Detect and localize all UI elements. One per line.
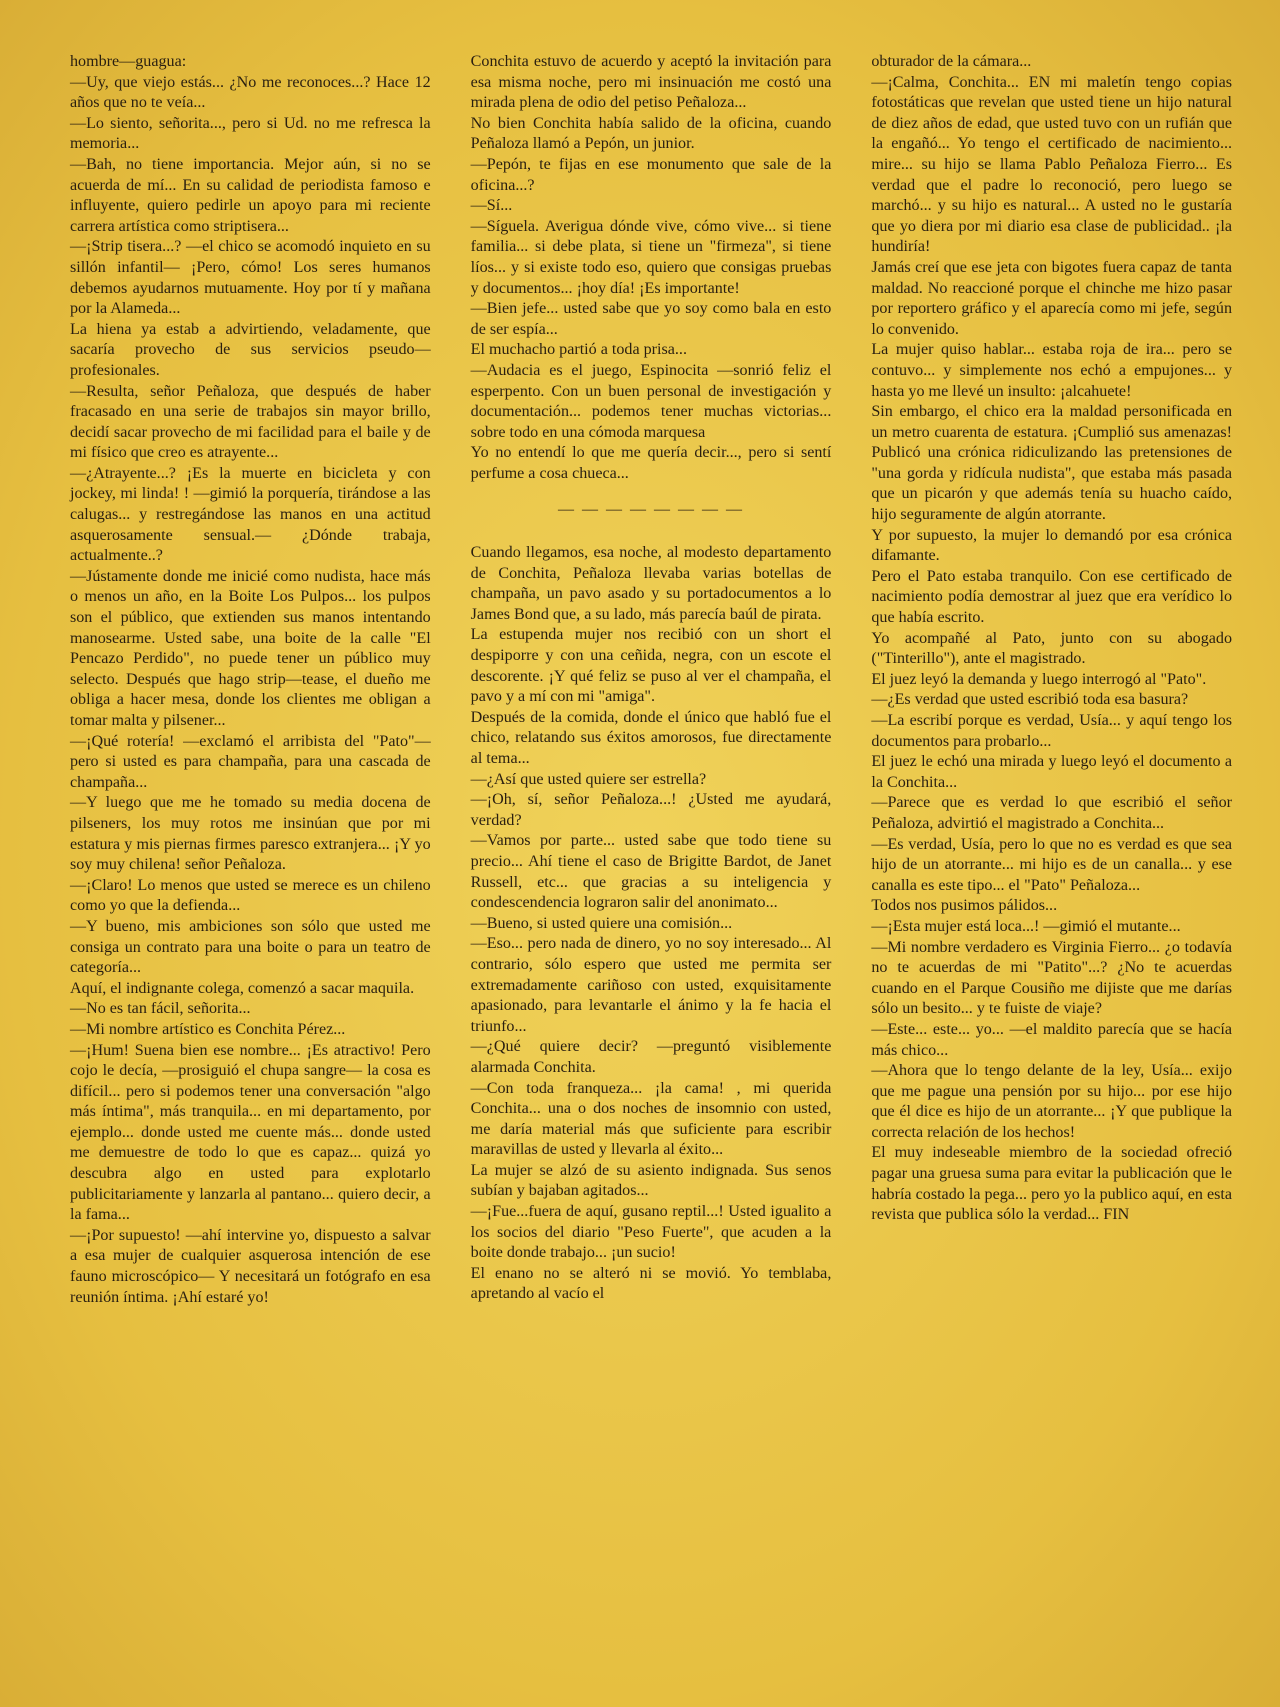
paragraph: El muy indeseable miembro de la sociedad ofreció pagar una gruesa suma para evitar la publicación que le habría costado la pega... pero yo la publico aquí, en esta revista que publica sólo la verdad... FIN bbox=[871, 1144, 1233, 1224]
section-divider: — — — — — — — — bbox=[558, 501, 744, 519]
paragraph: —Bueno, si usted quiere una comisión... bbox=[470, 914, 733, 932]
paragraph: obturador de la cámara... bbox=[871, 53, 1032, 70]
paragraph: —Síguela. Averigua dónde vive, cómo vive... si tiene familia... si debe plata, si tiene un "firmeza", si tiene líos... y si existe todo eso, quiero que consigas pruebas y documentos... ¡hoy día! ¡Es importante! bbox=[470, 217, 832, 297]
paragraph: —Vamos por parte... usted sabe que todo tiene su precio... Ahí tiene el caso de Brigitte Bardot, de Janet Russell, etc... que gracias a su inteligencia y condescendencia lograron salir del anonimato... bbox=[470, 832, 832, 912]
paragraph: —Y luego que me he tomado su media docena de pilseners, los muy rotos me insinúan que por mi estatura y mis piernas firmes paresco extranjera... ¡Y yo soy muy chilena! señor Peñaloza. bbox=[70, 794, 431, 874]
paragraph: Y por supuesto, la mujer lo demandó por esa crónica difamante. bbox=[871, 526, 1233, 565]
paragraph: —Mi nombre artístico es Conchita Pérez... bbox=[70, 1020, 346, 1038]
paragraph: —¿Qué quiere decir? —preguntó visiblemente alarmada Conchita. bbox=[470, 1038, 832, 1076]
paragraph: —Resulta, señor Peñaloza, que después de haber fracasado en una serie de trabajos sin mayor brillo, decidí sacar provecho de mi facilidad para el baile y de mi físico que creo es atrayente... bbox=[70, 382, 431, 462]
paragraph: El enano no se alteró ni se movió. Yo temblaba, apretando al vacío el bbox=[470, 1264, 832, 1303]
paragraph: —¡Qué rotería! —exclamó el arribista del "Pato"— pero si usted es para champaña, para una cascada de champaña... bbox=[70, 732, 431, 791]
paragraph: Sin embargo, el chico era la maldad personificada en un metro cuarenta de estatura. ¡Cumplió sus amenazas! Publicó una crónica ridiculizando las pretensiones de "una gorda y ridícula nudista", que estaba más pasada que un picarón y que además tenía su huacho caído, hijo seguramente de algún atorrante. bbox=[871, 403, 1233, 524]
text-column-right bbox=[871, 52, 1232, 1667]
paragraph: Yo no entendí lo que me quería decir..., pero si sentí perfume a cosa chueca... bbox=[470, 444, 832, 482]
paragraph: —Este... este... yo... —el maldito parecía que se hacía más chico... bbox=[871, 1020, 1233, 1059]
paragraph: —La escribí porque es verdad, Usía... y aquí tengo los documentos para probarlo... bbox=[871, 712, 1233, 750]
paragraph: —¡Por supuesto! —ahí intervine yo, dispuesto a salvar a esa mujer de cualquier asquerosa intención de ese fauno microscópico— Y necesitará un fotógrafo en esa reunión íntima. ¡Ahí estaré yo! bbox=[70, 1226, 431, 1306]
paragraph: —¡Calma, Conchita... EN mi maletín tengo copias fotostáticas que revelan que usted tiene un hijo natural de diez años de edad, que usted tuvo con un rufián que la engañó... Yo tengo el certificado de nacimiento... mire... su hijo se llama Pablo Peñaloza Fierro... Es verdad que el padre lo reconoció, pero luego se marchó... y su hijo es natural... A usted no le gustaría que yo diera por mi diario esa clase de publicidad.. ¡la hundiría! bbox=[871, 73, 1233, 256]
paragraph: —¡Fue...fuera de aquí, gusano reptil...! Usted igualito a los socios del diario "Peso Fuerte", que acuden a la boite donde trabajo... ¡un sucio! bbox=[470, 1203, 832, 1262]
paragraph: El juez le echó una mirada y luego leyó el documento a la Conchita... bbox=[871, 753, 1233, 791]
paragraph: —Audacia es el juego, Espinocita —sonrió feliz el esperpento. Con un buen personal de investigación y documentación... podemos tener muchas victorias... sobre todo en una cómoda marquesa bbox=[470, 361, 832, 441]
paragraph: Todos nos pusimos pálidos... bbox=[871, 897, 1058, 915]
paragraph: La mujer se alzó de su asiento indignada. Sus senos subían y bajaban agitados... bbox=[470, 1161, 832, 1200]
paragraph: —¡Hum! Suena bien ese nombre... ¡Es atractivo! Pero cojo le decía, —prosiguió el chupa sangre— la cosa es difícil... pero si podemos tener una conversación "algo más íntima", más tranquila... en mi departamento, por ejemplo... donde usted me cuente más... donde usted me demuestre de todo lo que es capaz... quizá yo descubra algo en usted para explotarlo publicitariamente y lanzarla al pantano... quiero decir, a la fama... bbox=[70, 1041, 431, 1224]
text-column-left bbox=[70, 52, 431, 1667]
paragraph: Después de la comida, donde el único que habló fue el chico, relatando sus éxitos amorosos, fue directamente al tema... bbox=[470, 708, 832, 767]
paragraph: —Bah, no tiene importancia. Mejor aún, si no se acuerda de mí... En su calidad de periodista famoso e influyente, quiero pedirle un apoyo para mi reciente carrera artística como striptisera... bbox=[70, 155, 431, 235]
paragraph: La hiena ya estab a advirtiendo, veladamente, que sacaría provecho de sus servicios pseudo—profesionales. bbox=[70, 320, 431, 379]
paragraph: El muchacho partió a toda prisa... bbox=[470, 341, 687, 359]
paragraph: Cuando llegamos, esa noche, al modesto departamento de Conchita, Peñaloza llevaba varias botellas de champaña, un pavo asado y su portadocumentos a lo James Bond que, a su lado, más parecía baúl de pirata. bbox=[470, 544, 832, 623]
paragraph: La estupenda mujer nos recibió con un short el despiporre y con una ceñida, negra, con un escote el descorente. ¡Y qué feliz se puso al ver el champaña, el pavo y a mí con mi "amiga". bbox=[470, 626, 832, 706]
paragraph: Jamás creí que ese jeta con bigotes fuera capaz de tanta maldad. No reaccioné porque el chinche me hizo pasar por reportero gráfico y el aparecía como mi jefe, según lo convenido. bbox=[871, 258, 1233, 338]
paragraph: El juez leyó la demanda y luego interrogó al "Pato". bbox=[871, 670, 1207, 688]
paragraph: Pero el Pato estaba tranquilo. Con ese certificado de nacimiento podía demostrar al juez que era verídico lo que había escrito. bbox=[871, 567, 1233, 627]
paragraph: Conchita estuvo de acuerdo y aceptó la invitación para esa misma noche, pero mi insinuación me costó una mirada plena de odio del petiso Peñaloza... bbox=[470, 53, 832, 112]
paragraph: No bien Conchita había salido de la oficina, cuando Peñaloza llamó a Pepón, un junior. bbox=[470, 114, 832, 153]
paragraph: —Ahora que lo tengo delante de la ley, Usía... exijo que me pague una pensión por su hijo... por ese hijo que él dice es hijo de un atorrante... ¡Y que publique la correcta relación de los hechos! bbox=[871, 1062, 1233, 1141]
paragraph: —Parece que es verdad lo que escribió el señor Peñaloza, advirtió el magistrado a Conchita... bbox=[871, 794, 1233, 832]
paragraph: —Con toda franqueza... ¡la cama! , mi querida Conchita... una o dos noches de insomnio con usted, me daría material más que suficiente para escribir maravillas de usted y llevarla al éxito... bbox=[470, 1079, 832, 1159]
paragraph: Yo acompañé al Pato, junto con su abogado ("Tinterillo"), ante el magistrado. bbox=[871, 629, 1233, 668]
paragraph: —¡Strip tisera...? —el chico se acomodó inquieto en su sillón infantil— ¡Pero, cómo! Los seres humanos debemos ayudarnos mutuamente. Hoy por tí y mañana por la Alameda... bbox=[70, 238, 431, 318]
paragraph: —Pepón, te fijas en ese monumento que sale de la oficina...? bbox=[470, 155, 832, 194]
paragraph: —Jústamente donde me inicié como nudista, hace más o menos un año, en la Boite Los Pulpos... los pulpos son el público, que extienden sus manos intentando manosearme. Usted sabe, una boite de la calle "El Pencazo Perdido", no puede tener un público muy selecto. Después que hago strip—tease, el dueño me obliga a hacer mesa, donde los clientes me obligan a tomar malta y pilsener... bbox=[70, 567, 431, 729]
paragraph: —No es tan fácil, señorita... bbox=[70, 1000, 251, 1018]
paragraph: —¿Así que usted quiere ser estrella? bbox=[470, 770, 707, 788]
paragraph: —¿Atrayente...? ¡Es la muerte en bicicleta y con jockey, mi linda! ! —gimió la porquería, tirándose a las calugas... y restregándose las manos en una actitud asquerosamente sensual.— ¿Dónde trabaja, actualmente..? bbox=[70, 464, 431, 565]
paragraph: —Y bueno, mis ambiciones son sólo que usted me consiga un contrato para una boite o para un teatro de categoría... bbox=[70, 917, 431, 977]
paragraph: La mujer quiso hablar... estaba roja de ira... pero se contuvo... y simplemente nos echó a empujones... y hasta yo me llevé un insulto: ¡alcahuete! bbox=[871, 341, 1233, 400]
paragraph: hombre—guagua: bbox=[70, 53, 187, 70]
paragraph: —Eso... pero nada de dinero, yo no soy interesado... Al contrario, sólo espero que usted me permita ser extremadamente cariñoso con usted, exquisitamente apasionado, para levantarle el ánimo y la fe hacia el triunfo... bbox=[470, 935, 832, 1035]
paragraph: —Lo siento, señorita..., pero si Ud. no me refresca la memoria... bbox=[70, 114, 431, 153]
text-column-middle bbox=[471, 52, 832, 1667]
paragraph: —Bien jefe... usted sabe que yo soy como bala en esto de ser espía... bbox=[470, 300, 832, 338]
paragraph: —¡Claro! Lo menos que usted se merece es un chileno como yo que la defienda... bbox=[70, 876, 431, 915]
paragraph: —¡Oh, sí, señor Peñaloza...! ¿Usted me ayudará, verdad? bbox=[470, 791, 832, 829]
paragraph: —¿Es verdad que usted escribió toda esa basura? bbox=[871, 691, 1189, 709]
paragraph: —Sí... bbox=[470, 197, 513, 215]
paragraph: —Uy, que viejo estás... ¿No me reconoces...? Hace 12 años que no te veía... bbox=[70, 73, 431, 112]
paragraph: Aquí, el indignante colega, comenzó a sacar maquila. bbox=[70, 979, 415, 997]
paragraph: —Mi nombre verdadero es Virginia Fierro... ¿o todavía no te acuerdas de mi "Patito"...? ¿No te acuerdas cuando en el Parque Cousiño me dijiste que me darías sólo un besito... y te fuiste de viaje? bbox=[871, 938, 1233, 1018]
paragraph: —¡Esta mujer está loca...! —gimió el mutante... bbox=[871, 917, 1181, 935]
paragraph: —Es verdad, Usía, pero lo que no es verdad es que sea hijo de un atorrante... mi hijo es de un canalla... y ese canalla es este tipo... el "Pato" Peñaloza... bbox=[871, 835, 1233, 894]
